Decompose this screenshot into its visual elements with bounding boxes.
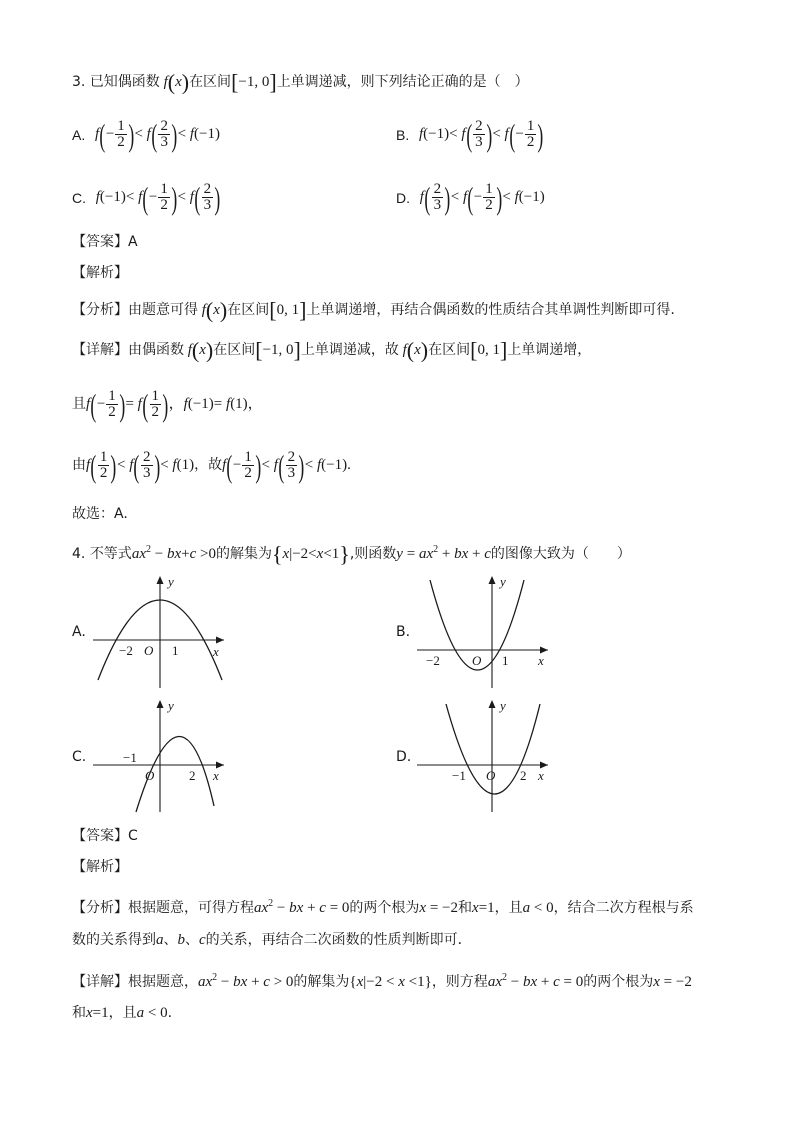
origin-label: O xyxy=(145,768,155,783)
q3-xj1-a: 由偶函数 xyxy=(128,342,184,358)
q3-answer-value: A xyxy=(128,234,138,250)
q3-option-b-label: B. xyxy=(396,126,410,143)
origin-label: O xyxy=(486,768,496,783)
q4-fenxi-a: 根据题意，可得方程 xyxy=(128,900,254,916)
q4-xiangjie-line1 xyxy=(72,968,692,992)
x-label: x xyxy=(213,644,219,659)
q3-number: 3. xyxy=(72,74,86,90)
q3-xj1-fx2: f(x) xyxy=(398,337,429,363)
right-root-label: 1 xyxy=(502,653,509,668)
x-label: x xyxy=(213,768,219,783)
q4-xj-line2-b: ，且 xyxy=(108,1005,137,1021)
q4-xj-equation: $ax^2$ − bx + c = 0 xyxy=(487,972,584,990)
q4-option-b-label: B. xyxy=(396,624,411,640)
q4-stem-text-c: ,则函数 xyxy=(349,546,397,562)
q3-analysis-label: 【解析】 xyxy=(72,265,128,281)
right-root-label: 2 xyxy=(189,768,196,783)
q3-xiangjie-line2: 且f(− $\frac{1}{2}$ )= f( $\frac{1}{2}$ )，f(−1)= f(1)， xyxy=(72,386,263,423)
q3-answer xyxy=(72,232,138,252)
q3-xj1-interval-2: [0, 1] xyxy=(470,337,508,363)
q4-number: 4. xyxy=(72,546,86,562)
q4-stem-text-d: 的图像大致为（ ） xyxy=(490,546,631,562)
q3-conclusion: 故选：A. xyxy=(72,506,128,522)
y-label: y xyxy=(500,574,506,589)
q4-answer-value: C xyxy=(128,828,138,844)
q3-fenxi-label: 【分析】 xyxy=(72,302,128,318)
q4-fenxi-d: ，且 xyxy=(494,900,523,916)
q4-xiangjie-label: 【详解】 xyxy=(72,974,128,990)
q4-fenxi-c: 和 xyxy=(458,900,473,916)
q3-xj3-b: ，故 xyxy=(194,457,223,473)
q4-root2: x=1 xyxy=(472,900,495,916)
q3-xj1-e: 上单调递增， xyxy=(507,342,592,358)
q3-fenxi-b: 在区间 xyxy=(227,302,270,318)
right-root-label: 2 xyxy=(520,768,527,783)
q4-xj-set: {x|−2 < x <1} xyxy=(349,974,432,990)
q3-fx-arg: (x) xyxy=(167,69,190,95)
q4-equation: $ax^2$ − bx + c = 0 xyxy=(254,898,350,916)
q4-fenxi-b: 的两个根为 xyxy=(349,900,420,916)
q3-option-c: C. f(−1)< f(− $\frac{1}{2}$ )< f( $\frac{2}{3}$ ) xyxy=(72,179,221,216)
q3-xiangjie-line3: 由f( $\frac{1}{2}$ )< f( $\frac{2}{3}$ )< f(1)，故f(− $\frac{1}{2}$ )< f( $\frac{2}{3}$ )< f(−1). xyxy=(72,447,351,484)
q4-a-neg: a < 0 xyxy=(522,900,554,916)
q4-xj-root2: x=1 xyxy=(86,1005,109,1021)
q3-stem-text-b: 在区间 xyxy=(189,74,232,90)
q3-option-a-label: A. xyxy=(72,126,86,143)
q4-stem-text-b: 的解集为 xyxy=(215,546,272,562)
q4-xj-b: 的解集为 xyxy=(293,974,350,990)
q3-xj1-interval-1: [−1, 0] xyxy=(255,337,301,363)
q3-option-b: B. f(−1)< f( $\frac{2}{3}$ )< f(− $\frac{1}{2}$ ) xyxy=(396,116,544,153)
q3-xj1-fx: f(x) xyxy=(184,337,214,363)
q4-option-a-label: A. xyxy=(72,624,86,640)
left-root-label: −2 xyxy=(426,653,440,668)
x-label: x xyxy=(538,653,544,668)
q4-fenxi-line2: 数的关系得到a、b、c的关系，再结合二次函数的性质判断即可． xyxy=(72,932,472,948)
q4-xj-inequality: $ax^2$ − bx + c > 0 xyxy=(198,972,294,990)
q4-answer xyxy=(72,826,138,846)
q3-xj1-b: 在区间 xyxy=(213,342,256,358)
q4-xiangjie-line2 xyxy=(72,1003,172,1023)
q4-solution-set: {x|−2<x<1} xyxy=(271,541,350,567)
q4-root1: x = −2 xyxy=(419,900,459,916)
q4-stem xyxy=(72,540,631,565)
q4-analysis-label: 【解析】 xyxy=(72,859,128,875)
x-arrow-icon xyxy=(216,637,224,644)
q4-fenxi-line2-a: 数的关系得到 xyxy=(72,932,156,948)
q4-fenxi-label: 【分析】 xyxy=(72,900,128,916)
q3-xj2-a: 且 xyxy=(72,396,86,412)
q4-coeffs: a xyxy=(156,932,164,948)
q3-xj3-a: 由 xyxy=(72,457,86,473)
q4-xj-a: 根据题意， xyxy=(128,974,198,990)
y-arrow-icon xyxy=(489,700,496,708)
right-root-label: 1 xyxy=(172,643,179,658)
q4-fenxi-e: ，结合二次方程根与系 xyxy=(553,900,694,916)
q4-graph-a xyxy=(88,570,238,692)
q3-stem-text-c: 上单调递减，则下列结论正确的是（ ） xyxy=(276,74,529,90)
q4-function: $y = ax^2$ + bx + c xyxy=(396,544,491,562)
q4-fenxi-line2-b: 的关系，再结合二次函数的性质判断即可． xyxy=(205,932,472,948)
q4-xj-a-neg: a < 0 xyxy=(136,1005,168,1021)
origin-label: O xyxy=(144,643,154,658)
q3-option-a: A. f(− $\frac{1}{2}$ )< f( $\frac{2}{3}$ )< f(−1) xyxy=(72,116,220,153)
q3-option-d: D. f( $\frac{2}{3}$ )< f(− $\frac{1}{2}$ )< f(−1) xyxy=(396,179,545,216)
q4-xj-c: ，则方程 xyxy=(431,974,488,990)
q3-fenxi-c: 上单调递增，再结合偶函数的性质结合其单调性判断即可得. xyxy=(306,302,675,318)
q4-stem-text-a: 不等式 xyxy=(89,546,132,562)
q3-answer-label: 【答案】 xyxy=(72,234,128,250)
q4-inequality: $ax^2 - bx+c >0$ xyxy=(131,544,216,562)
q4-xj-line2-end: . xyxy=(167,1005,173,1021)
q3-option-c-label: C. xyxy=(72,189,86,206)
q3-interval: [−1, 0] xyxy=(231,69,277,95)
q3-stem xyxy=(72,69,529,95)
q3-fx: f xyxy=(159,74,168,90)
y-label: y xyxy=(500,698,506,713)
y-arrow-icon xyxy=(157,700,164,708)
q3-xj1-c: 上单调递减，故 xyxy=(300,342,399,358)
y-arrow-icon xyxy=(489,576,496,584)
q3-fenxi xyxy=(72,297,675,323)
q4-answer-label: 【答案】 xyxy=(72,828,128,844)
q3-option-d-label: D. xyxy=(396,189,410,206)
q3-xiangjie-line1 xyxy=(72,337,592,363)
q4-fenxi-line1 xyxy=(72,894,694,918)
q3-stem-text-a: 已知偶函数 xyxy=(89,74,160,90)
q3-fenxi-a: 由题意可得 xyxy=(128,302,198,318)
q4-option-c-label: C. xyxy=(72,749,87,765)
q4-xj-d: 的两个根为 xyxy=(583,974,654,990)
q4-xj-root1: x = −2 xyxy=(653,974,692,990)
q4-graph-b xyxy=(412,570,562,692)
left-root-label: −1 xyxy=(123,750,137,765)
q4-graph-c xyxy=(88,694,238,816)
y-arrow-icon xyxy=(157,576,164,584)
q3-fenxi-interval: [0, 1] xyxy=(269,297,307,323)
q3-xj1-d: 在区间 xyxy=(428,342,471,358)
q4-xj-line2-a: 和 xyxy=(72,1005,86,1021)
y-label: y xyxy=(168,698,174,713)
left-root-label: −2 xyxy=(119,643,133,658)
q3-xiangjie-label: 【详解】 xyxy=(72,342,128,358)
q3-fenxi-fx: f(x) xyxy=(198,297,228,323)
q4-graph-d xyxy=(412,694,562,816)
origin-label: O xyxy=(472,653,482,668)
x-label: x xyxy=(538,768,544,783)
y-label: y xyxy=(168,574,174,589)
left-root-label: −1 xyxy=(452,768,466,783)
q4-option-d-label: D. xyxy=(396,749,412,765)
